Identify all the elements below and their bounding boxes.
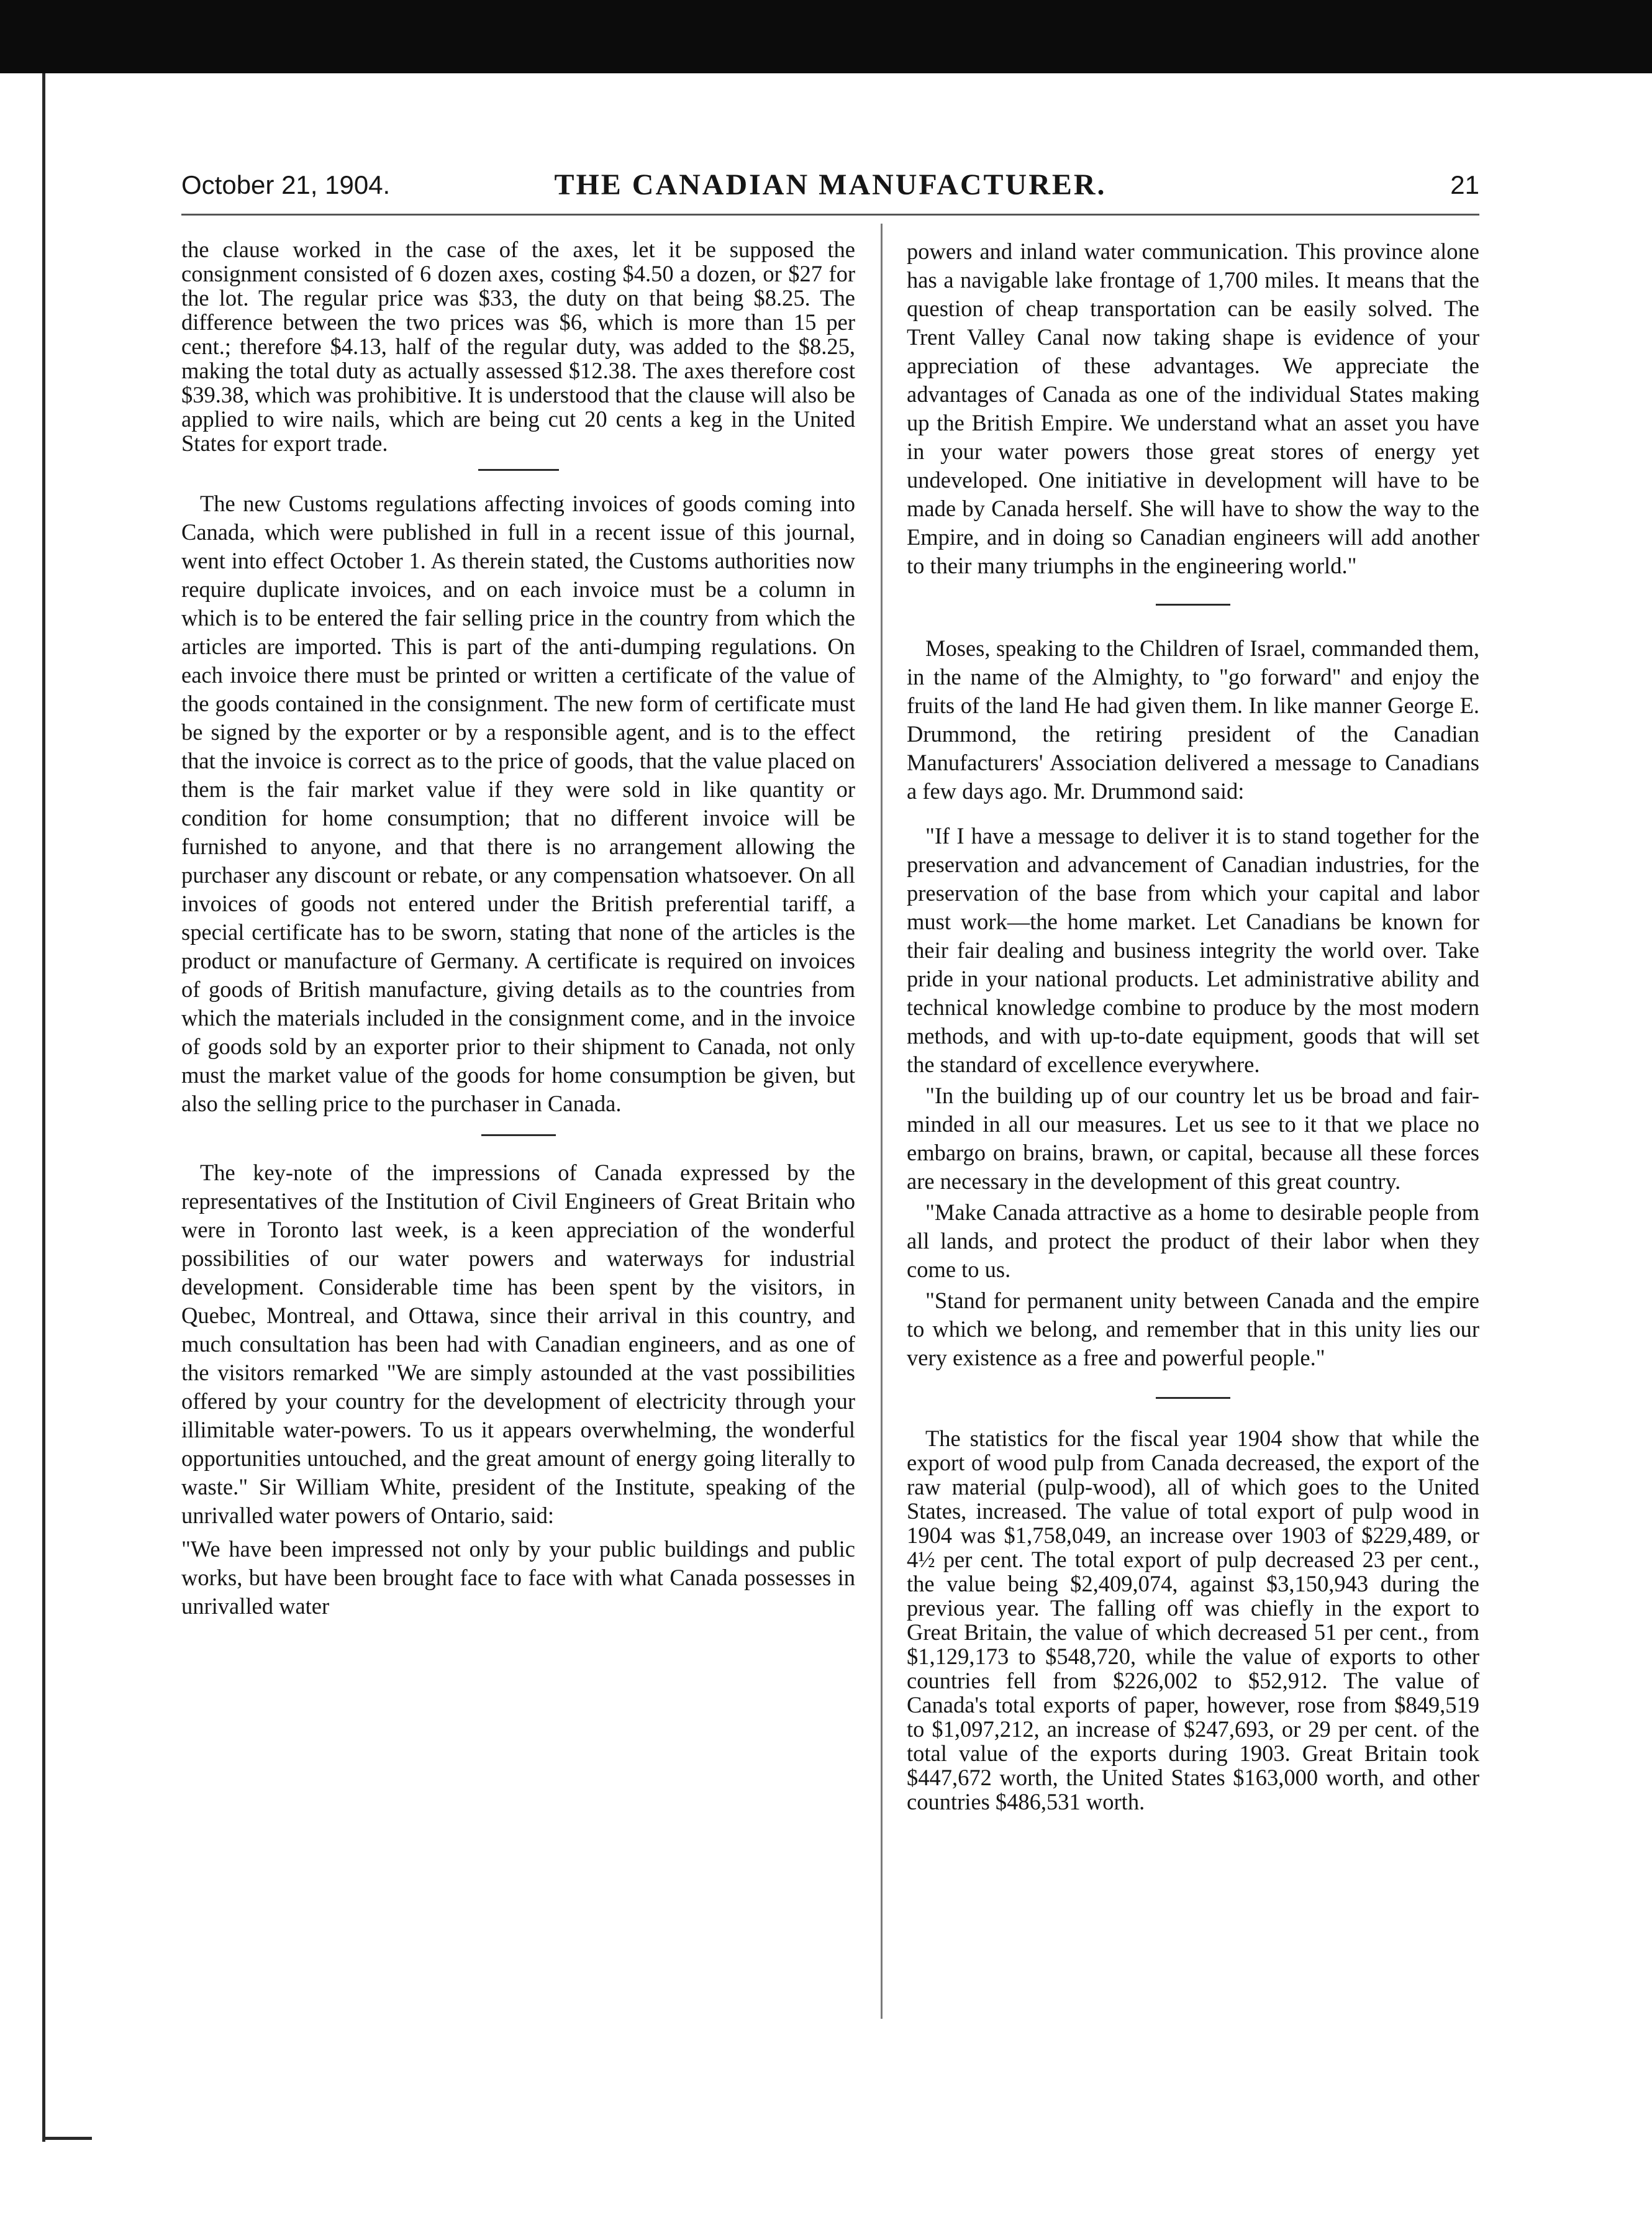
right-column [907, 237, 1479, 1814]
pulp-statistics-paragraph: The statistics for the fiscal year 1904 show that while the export of wood pulp from Canada decreased, the export of the raw material (pulp-wood), all of which goes to the United States, increased. The value of total export of pulp wood in 1904 was $1,758,049, an increase over 1903 of $229,489, or 4½ per cent. The total export of pulp decreased 23 per cent., the value being $2,409,074, against $3,150,943 during the previous year. The falling off was chiefly in the export to Great Britain, the value of which decreased 51 per cent., from $1,129,173 to $548,720, while the value of exports to other countries fell from $226,002 to $52,912. The value of Canada's total exports of paper, however, rose from $849,519 to $1,097,212, an increase of $247,693, or 29 per cent. of the total value of the exports during 1903. Great Britain took $447,672 worth, the United States $163,000 worth, and other countries $486,531 worth. [907, 1426, 1479, 1814]
white-quote-paragraph: "We have been impressed not only by your public buildings and public works, but have been brought face to face with what Canada possesses in unrivalled water [181, 1536, 855, 1619]
drummond-quote-4: "Stand for permanent unity between Canada and the empire to which we belong, and remember that in this unity lies our very existence as a free and powerful people." [907, 1288, 1479, 1370]
left-column [181, 237, 855, 1621]
drummond-quote-1: "If I have a message to deliver it is to stand together for the preservation and advancement of Canadian industries, for the preservation of the base from which your capital and labor must work—the home market. Let Canadians be known for their fair dealing and business integrity the world over. Take pride in your national products. Let administrative ability and technical knowledge combine to produce by the most modern methods, and with up-to-date equipment, goods that will set the standard of excellence everywhere. [907, 823, 1479, 1077]
section-divider [478, 469, 559, 471]
drummond-quote-3: "Make Canada attractive as a home to desirable people from all lands, and protect the product of their labor when they come to us. [907, 1199, 1479, 1282]
section-divider [1156, 604, 1230, 606]
customs-regulations-paragraph: The new Customs regulations affecting invoices of goods coming into Canada, which were published in full in a recent issue of this journal, went into effect October 1. As therein stated, the Customs authorities now require duplicate invoices, and on each invoice must be a column in which is to be entered the fair selling price in the country from which the articles are imported. This is part of the anti-dumping regulations. On each invoice there must be printed or written a certificate of the value of the goods contained in the consignment. The new form of certificate must be signed by the exporter or by a responsible agent, and is to the effect that the invoice is correct as to the price of goods, that the value placed on them is the fair market value if they were sold in like quantity or condition for home consumption; that no different invoice will be furnished to anyone, and that there is no arrangement allowing the purchaser any discount or rebate, or any compensation whatsoever. On all invoices of goods not entered under the British preferential tariff, a special certificate has to be sworn, stating that none of the articles is the product or manufacture of Germany. A certificate is required on invoices of goods of British manufacture, giving details as to the countries from which the materials included in the consignment come, and in the invoice of goods sold by an exporter prior to their shipment to Canada, not only must the market value of the goods for home consumption be given, but also the selling price to the purchaser in Canada. [181, 491, 855, 1116]
engineers-keynote-paragraph: The key-note of the impressions of Canada expressed by the representatives of the Institution of Civil Engineers of Great Britain who were in Toronto last week, is a keen appreciation of the wonderful possibilities of our water powers and waterways for industrial development. Considerable time has been spent by the visitors, in Quebec, Montreal, and Ottawa, since their arrival in this country, and much consultation has been had with Canadian engineers, and as one of the visitors remarked "We are simply astounded at the vast possibilities offered by your country for the development of electricity through your illimitable water-powers. To us it appears overwhelming, the wonderful opportunities untouched, and the great amount of energy going literally to waste." Sir William White, president of the Institute, speaking of the unrivalled water powers of Ontario, said: [181, 1160, 855, 1528]
binding-edge-foot [42, 2137, 92, 2140]
white-quote-continued: powers and inland water communication. This province alone has a navigable lake frontage of 1,700 miles. It means that the question of cheap transportation can be easily solved. The Trent Valley Canal now taking shape is evidence of your appreciation of these advantages. We appreciate the advantages of Canada as one of the individual States making up the British Empire. We understand what an asset you have in your water powers those great stores of energy yet undeveloped. One initiative in development will have to be made by Canada herself. She will have to show the way to the Empire, and in doing so Canadian engineers will add another to their many triumphs in the engineering world." [907, 239, 1479, 578]
page-number: 21 [1450, 170, 1479, 199]
axes-duty-paragraph: the clause worked in the case of the axes, let it be supposed the consignment consisted of 6 dozen axes, costing $4.50 a dozen, or $27 for the lot. The regular price was $33, the duty on that being $8.25. The difference between the two prices was $6, which is more than 15 per cent.; therefore $4.13, half of the regular duty, was added to the $8.25, making the total duty as actually assessed $12.38. The axes therefore cost $39.38, which was prohibitive. It is understood that the clause will also be applied to wire nails, which are being cut 20 cents a keg in the United States for export trade. [181, 237, 855, 456]
column-divider-rule [881, 224, 883, 2019]
header-rule [181, 214, 1479, 216]
publication-title: THE CANADIAN MANUFACTURER. [554, 168, 1107, 201]
issue-date: October 21, 1904. [181, 170, 391, 199]
drummond-quote-2: "In the building up of our country let us be broad and fair-minded in all our measures. Let us see to it that we place no embargo on brains, brawn, or capital, because all these forces are necessary in the development of this great country. [907, 1083, 1479, 1194]
page-header [181, 166, 1479, 210]
binding-edge-rule [42, 73, 45, 2142]
drummond-message-paragraph: Moses, speaking to the Children of Israel, commanded them, in the name of the Almighty, to "go forward" and enjoy the fruits of the land He had given them. In like manner George E. Drummond, the retiring president of the Canadian Manufacturers' Association delivered a message to Canadians a few days ago. Mr. Drummond said: [907, 635, 1479, 804]
section-divider [481, 1134, 556, 1136]
section-divider [1156, 1397, 1230, 1399]
scan-top-border [0, 0, 1652, 73]
